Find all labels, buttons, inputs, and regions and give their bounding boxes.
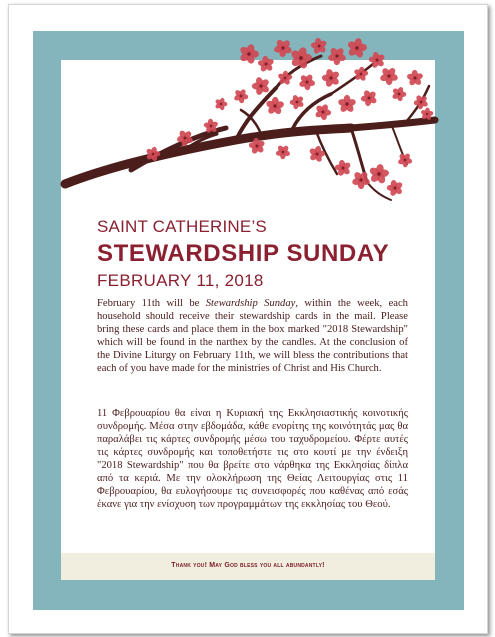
paragraph-greek: 11 Φεβρουαρίου θα είναι η Κυριακή της Εκκλησιαστικής κοινοτικής συνδρομής. Μέσα στην εβδομάδα, κάθε ενορίτης της κοινότητάς μας θα παραλάβει τις κάρτες συνδρομής μέσω του ταχυδρομείου. Φέρτε αυτές τις κάρτες συνδρομής και τοποθετήστε τις στο κουτί με την ένδειξη "2018 Stewardship" που θα βρείτε στο νάρθηκα της Εκκλησίας δίπλα από τα κεριά. Με την ολοκλήρωση της Θείας Λειτουργίας στις 11 Φεβρουαρίου, θα ευλογήσουμε τις συνεισφορές που καθένας από εσάς έκανε για την ενίσχυση των προγραμμάτων της εκκλησίας του Θεού. — [97, 408, 408, 511]
paragraph-english-emphasis: Stewardship Sunday — [205, 298, 296, 309]
blossom-flower — [388, 83, 409, 104]
blossom-flower — [384, 177, 406, 199]
blossom-flower — [324, 43, 350, 69]
blossom-flower — [287, 91, 308, 112]
blossom-flower — [310, 36, 329, 56]
blossom-branch-illustration — [61, 34, 435, 204]
blossom-center — [247, 52, 251, 56]
blossom-flower — [272, 142, 293, 163]
blossom-flower — [273, 38, 294, 58]
blossom-flower — [231, 86, 252, 106]
blossom-flower — [214, 97, 227, 111]
blossom-flower — [349, 168, 372, 192]
blossom-flower — [360, 88, 379, 107]
footer-thank-you: Thank you! May God bless you all abundantly! — [171, 562, 325, 569]
blossom-flower — [395, 150, 415, 170]
paragraph-english-start: February 11th will be — [97, 298, 206, 309]
blossom-flower — [334, 91, 361, 117]
paragraph-english-rest: , within the week, each household should receive their stewardship cards in the mail. Please bring these cards and place them in the box marked "2018 Stewardship" which will be found in the narthex by the candles. At the conclusion of the Divine Liturgy on February 11th, we will bless the contributions that each of you have made for the ministries of Christ and His Church. — [97, 298, 408, 375]
title-saint-catherines: SAINT CATHERINE’S — [97, 217, 267, 236]
blossom-flower — [307, 144, 328, 164]
blossom-flower — [377, 64, 400, 88]
blossom-flower — [313, 102, 333, 122]
paragraph-english — [97, 297, 408, 375]
blossom-flower — [406, 69, 424, 87]
blossom-flower — [296, 71, 318, 94]
title-stewardship-sunday: STEWARDSHIP SUNDAY — [97, 240, 390, 267]
blossom-flower — [319, 66, 344, 90]
blossom-flower — [344, 36, 369, 60]
blossom-flower — [239, 43, 259, 64]
title-date: FEBRUARY 11, 2018 — [97, 271, 264, 290]
